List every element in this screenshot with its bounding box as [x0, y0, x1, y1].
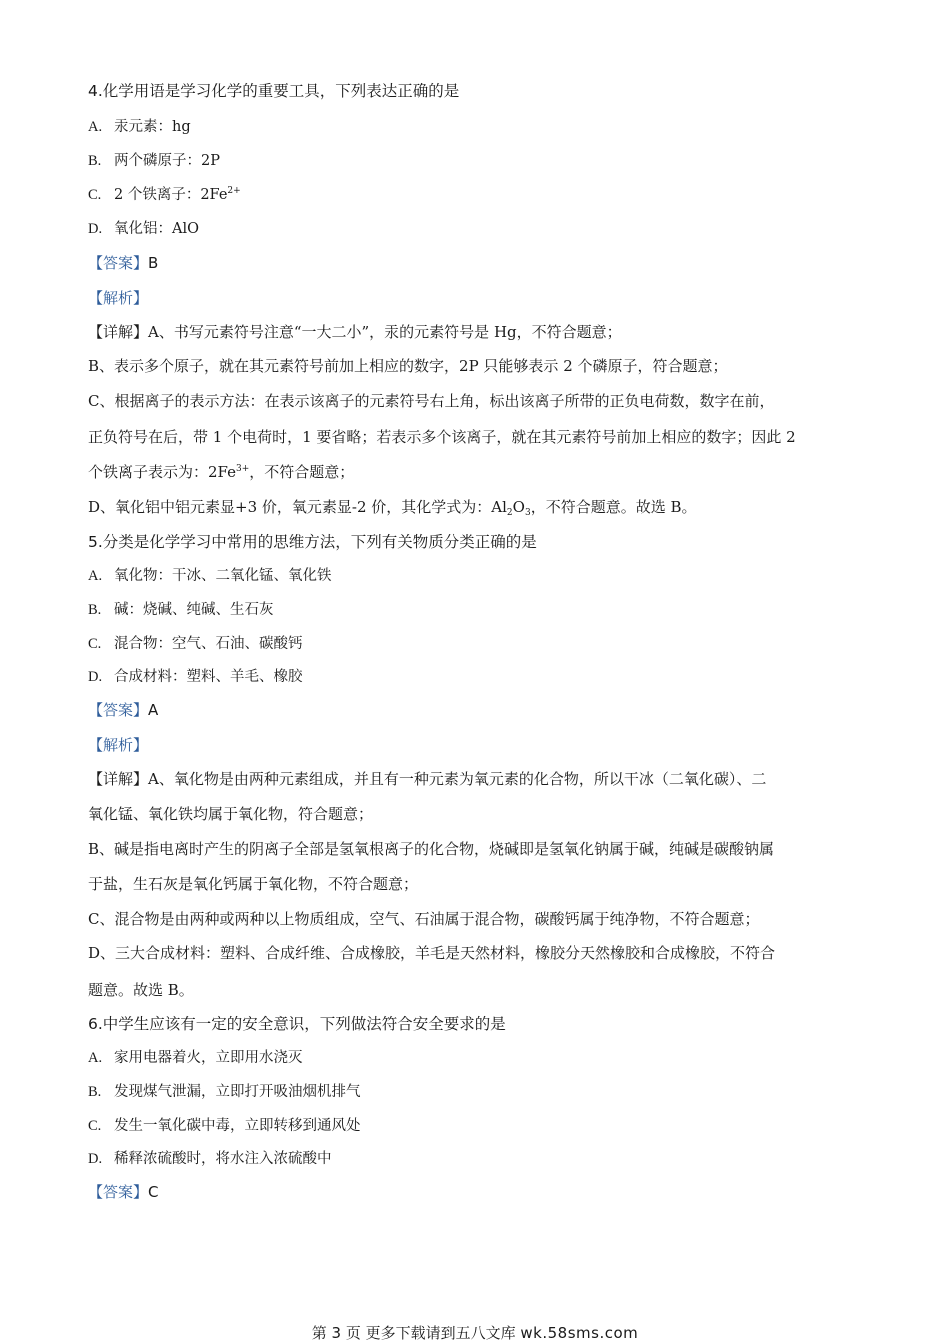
question-5-detail-line: C、混合物是由两种或两种以上物质组成，空气、石油属于混合物，碳酸钙属于纯净物，不符合题意； [88, 910, 760, 928]
question-4-option-a: A. 汞元素：hg [88, 119, 191, 135]
question-5-option-d: D. 合成材料：塑料、羊毛、橡胶 [88, 669, 303, 685]
question-4-detail-line: 个铁离子表示为：$2Fe^{3+}$，不符合题意； [88, 463, 355, 481]
question-4-detail-line: 正负符号在后，带 1 个电荷时，1 要省略；若表示多个该离子，就在其元素符号前加上相应的数字；因此 2 [88, 428, 796, 446]
question-5-option-c: C. 混合物：空气、石油、碳酸钙 [88, 636, 303, 652]
question-4-option-b: B. 两个磷原子：2P [88, 153, 220, 169]
question-4-detail-line: D、氧化铝中铝元素显+3 价，氧元素显-2 价，其化学式为：$Al_2O_3$，不符合题意。故选 B。 [88, 498, 697, 518]
question-6-option-a: A. 家用电器着火，立即用水浇灭 [88, 1050, 303, 1066]
question-4-detail-line: 【详解】A、书写元素符号注意“一大二小”，汞的元素符号是 Hg，不符合题意； [88, 323, 622, 341]
page-footer [0, 1322, 950, 1343]
question-6-answer: 【答案】C [88, 1183, 159, 1201]
question-4-option-d: D. 氧化铝：AlO [88, 221, 199, 237]
question-number: 6. [88, 1015, 103, 1033]
question-5-option-b: B. 碱：烧碱、纯碱、生石灰 [88, 602, 274, 618]
question-4-option-c: C. 2 个铁离子：$2Fe^{2+}$ [88, 186, 241, 203]
question-5-detail-line: D、三大合成材料：塑料、合成纤维、合成橡胶，羊毛是天然材料，橡胶分天然橡胶和合成橡胶，不符合 [88, 944, 776, 962]
question-5-answer: 【答案】A [88, 701, 159, 719]
question-5-analysis-label: 【解析】 [88, 736, 149, 754]
question-5-detail-line: 题意。故选 B。 [88, 981, 194, 999]
footer-text: 更多下载请到五八文库 [360, 1324, 521, 1342]
question-5-detail-line: 氧化锰、氧化铁均属于氧化物，符合题意； [88, 805, 374, 823]
question-5-stem: 5.分类是化学学习中常用的思维方法，下列有关物质分类正确的是 [88, 533, 537, 551]
question-4-stem: 4.化学用语是学习化学的重要工具，下列表达正确的是 [88, 82, 460, 100]
question-4-detail-line: B、表示多个原子，就在其元素符号前加上相应的数字，2P 只能够表示 2 个磷原子，符合题意； [88, 357, 728, 375]
question-5-detail-line: 【详解】A、氧化物是由两种元素组成，并且有一种元素为氧元素的化合物，所以干冰（二氧化碳）、二 [88, 770, 767, 788]
question-4-analysis-label: 【解析】 [88, 289, 149, 307]
question-4-detail-line: C、根据离子的表示方法：在表示该离子的元素符号右上角，标出该离子所带的正负电荷数，数字在前， [88, 392, 775, 410]
page-number: 第 3 页 [311, 1324, 361, 1342]
question-5-detail-line: 于盐，生石灰是氧化钙属于氧化物，不符合题意； [88, 875, 419, 893]
footer-site-link[interactable]: wk.58sms.com [520, 1324, 639, 1342]
question-6-option-d: D. 稀释浓硫酸时，将水注入浓硫酸中 [88, 1151, 332, 1167]
question-4-answer: 【答案】B [88, 254, 159, 272]
question-number: 4. [88, 82, 103, 100]
question-5-option-a: A. 氧化物：干冰、二氧化锰、氧化铁 [88, 568, 332, 584]
question-5-detail-line: B、碱是指电离时产生的阴离子全部是氢氧根离子的化合物，烧碱即是氢氧化钠属于碱，纯碱是碳酸钠属 [88, 840, 775, 858]
question-6-option-b: B. 发现煤气泄漏，立即打开吸油烟机排气 [88, 1084, 361, 1100]
question-6-option-c: C. 发生一氧化碳中毒，立即转移到通风处 [88, 1118, 361, 1134]
question-number: 5. [88, 533, 103, 551]
question-6-stem: 6.中学生应该有一定的安全意识，下列做法符合安全要求的是 [88, 1015, 506, 1033]
